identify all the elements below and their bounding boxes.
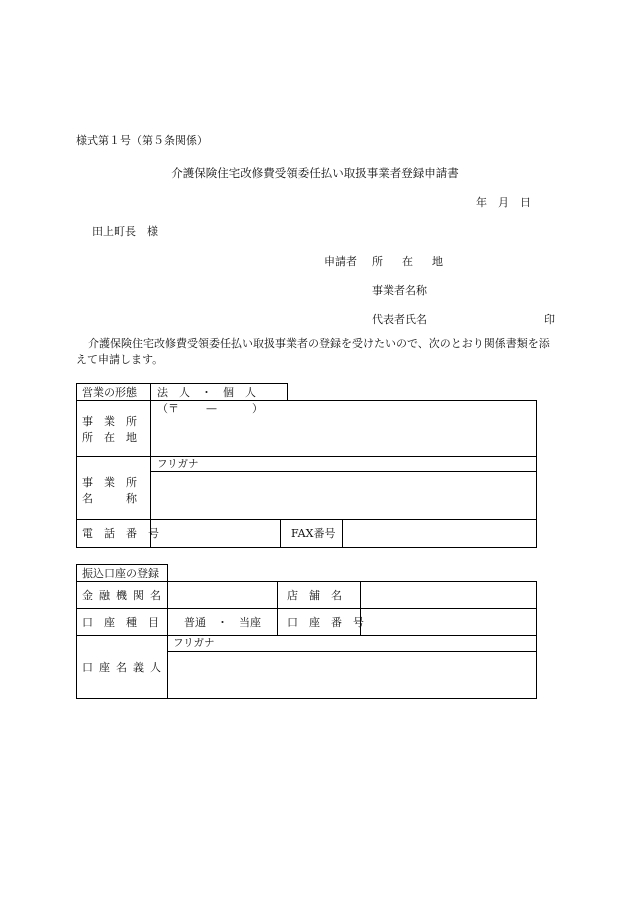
intro-text: 介護保険住宅改修費受領委任払い取扱事業者の登録を受けたいので、次のとおり関係書類を添えて申請します。 xyxy=(76,337,550,366)
account-holder-furigana-label: フリガナ xyxy=(173,637,215,649)
applicant-label: 申請者 xyxy=(324,255,357,268)
phone-field[interactable] xyxy=(151,520,280,547)
office-address-field[interactable] xyxy=(151,417,536,455)
addressee: 田上町長 様 xyxy=(92,225,158,238)
account-type-label: 口 座 種 目 xyxy=(82,616,159,629)
office-name-furigana-label: フリガナ xyxy=(157,458,199,470)
office-name-label-2: 名 称 xyxy=(82,492,137,505)
postal-suffix: ） xyxy=(252,402,263,415)
seal-mark: 印 xyxy=(544,313,555,326)
business-type-value[interactable]: 法 人 ・ 個 人 xyxy=(157,386,256,399)
office-address-label-1: 事 業 所 xyxy=(82,415,137,428)
account-number-label: 口 座 番 号 xyxy=(287,616,364,629)
document-title: 介護保険住宅改修費受領委任払い取扱事業者登録申請書 xyxy=(171,166,459,180)
office-address-label-2: 所 在 地 xyxy=(82,431,137,444)
office-name-field[interactable] xyxy=(151,472,536,518)
branch-name-field[interactable] xyxy=(361,582,536,608)
office-name-label-1: 事 業 所 xyxy=(82,476,137,489)
business-type-label: 営業の形態 xyxy=(82,386,137,399)
postal-prefix: （〒 xyxy=(157,402,179,415)
fax-field[interactable] xyxy=(343,520,536,547)
postal-dash: — xyxy=(206,402,217,415)
bank-name-field[interactable] xyxy=(168,582,277,608)
bank-name-label: 金融機関名 xyxy=(82,589,167,602)
form-number: 様式第１号（第５条関係） xyxy=(76,134,208,147)
fax-label: FAX番号 xyxy=(291,527,336,540)
account-holder-label: 口座名義人 xyxy=(82,661,167,674)
account-holder-field[interactable] xyxy=(168,652,536,698)
account-type-value[interactable]: 普通 ・ 当座 xyxy=(184,616,261,629)
phone-label: 電 話 番 号 xyxy=(82,527,159,540)
branch-name-label: 店 舗 名 xyxy=(287,589,342,602)
account-section-label: 振込口座の登録 xyxy=(82,567,159,580)
applicant-address-label: 所 在 地 xyxy=(372,255,447,268)
date-line: 年 月 日 xyxy=(476,196,531,209)
applicant-representative-label: 代表者氏名 xyxy=(372,313,427,326)
applicant-business-name-label: 事業者名称 xyxy=(372,284,427,297)
account-number-field[interactable] xyxy=(361,609,536,635)
